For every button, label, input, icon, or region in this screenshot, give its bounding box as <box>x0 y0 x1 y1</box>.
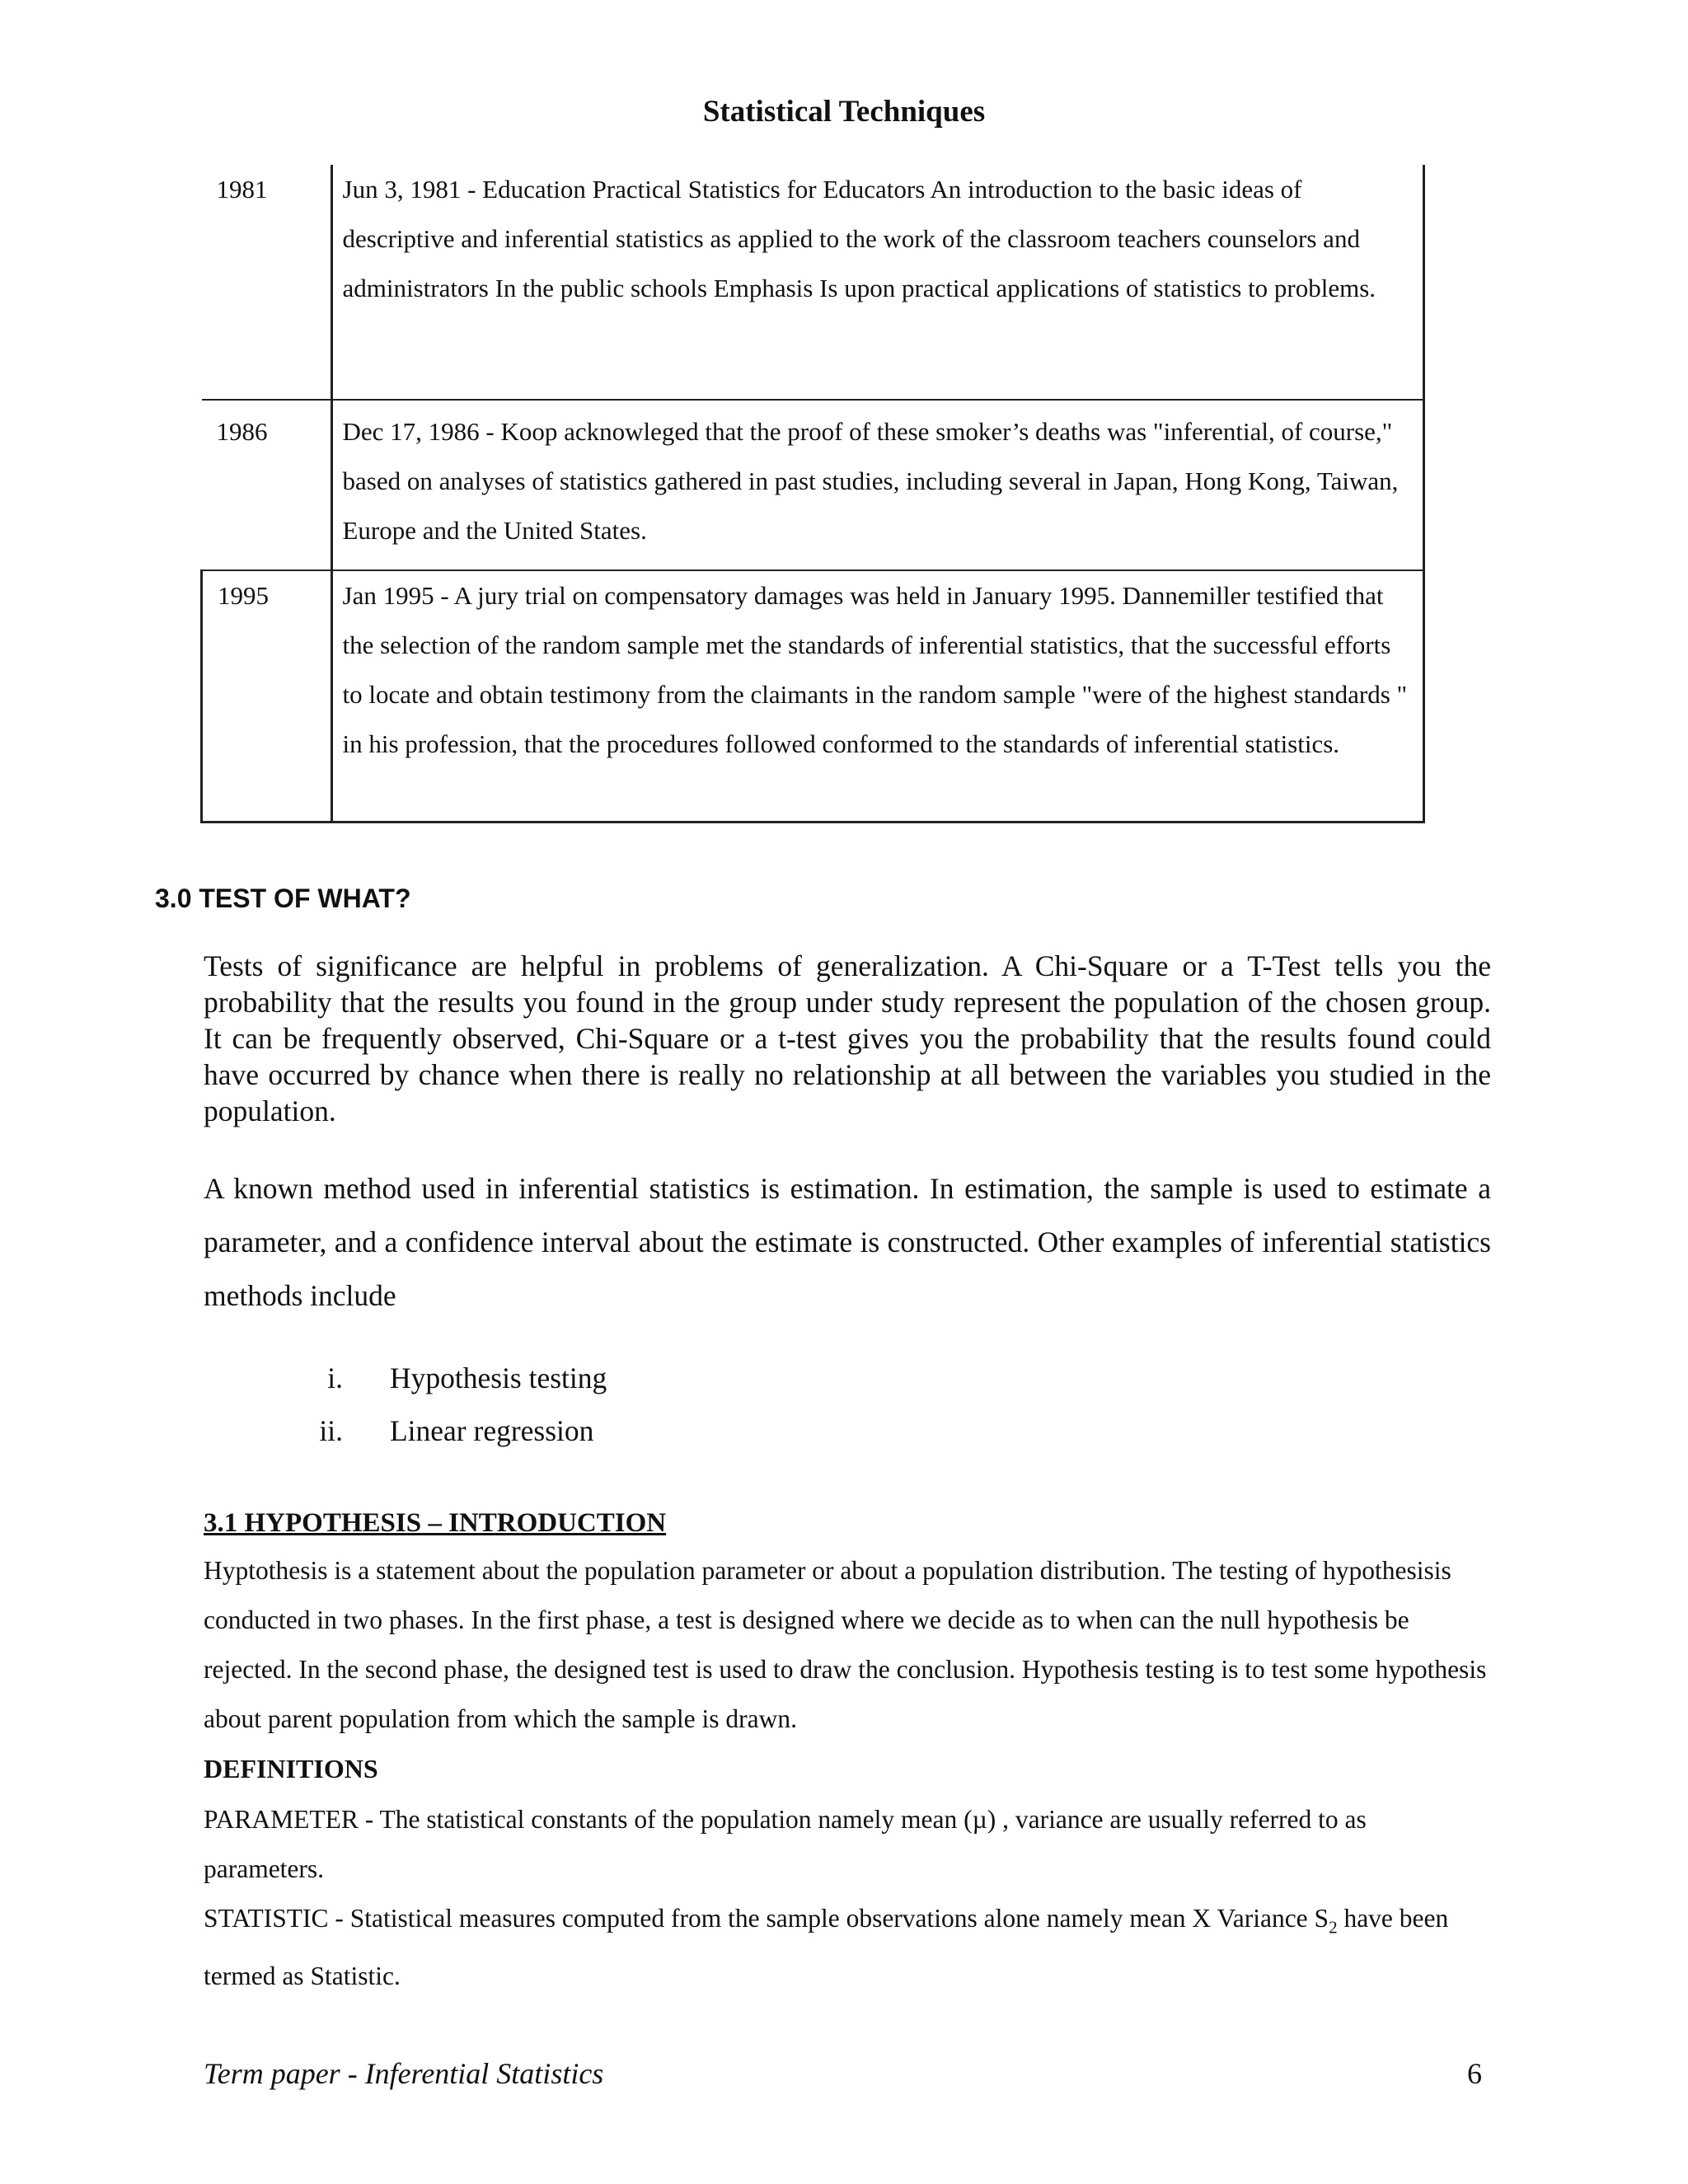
timeline-description: Dec 17, 1986 - Koop acknowleged that the proof of these smoker’s deaths was "inferential, of course," based on analyses of statistics gathered in past studies, including several in Japan, Hong Kong, Taiwan, Europe and the United States. <box>331 400 1424 570</box>
page-number: 6 <box>1467 2057 1482 2090</box>
definition-statistic-text: STATISTIC - Statistical measures computed from the sample observations alone namely mean X Variance S <box>204 1904 1329 1933</box>
table-row <box>202 165 1424 400</box>
list-item-number: ii. <box>319 1414 343 1447</box>
table-row <box>202 400 1424 570</box>
paragraph-tests-of-significance: Tests of significance are helpful in problems of generalization. A Chi-Square or a T-Test tells you the probability that the results you found in the group under study represent the population of the chosen group. It can be frequently observed, Chi-Square or a t-test gives you the probability that the results found could have occurred by chance when there is really no relationship at all between the variables you studied in the population. <box>204 949 1491 1127</box>
subscript-two: 2 <box>1329 1917 1338 1938</box>
timeline-description: Jan 1995 - A jury trial on compensatory damages was held in January 1995. Dannemiller testified that the selection of the random sample met the standards of inferential statistics, that the successful efforts to locate and obtain testimony from the claimants in the random sample "were of the highest standards " in his profession, that the procedures followed conformed to the standards of inferential statistics. <box>331 570 1424 823</box>
definitions-heading: DEFINITIONS <box>204 1754 378 1783</box>
list-item-text: Hypothesis testing <box>390 1361 607 1394</box>
timeline-year: 1995 <box>202 570 332 823</box>
timeline-year: 1986 <box>202 400 332 570</box>
timeline-table <box>200 165 1425 823</box>
definition-parameter: PARAMETER - The statistical constants of the population namely mean (µ) , variance are usually referred to as parameters. <box>204 1805 1367 1883</box>
methods-list <box>0 1358 1688 1464</box>
page-header-title: Statistical Techniques <box>702 95 986 129</box>
timeline-description: Jun 3, 1981 - Education Practical Statistics for Educators An introduction to the basic ideas of descriptive and inferential statistics as applied to the work of the classroom teachers counselors and administrators In the public schools Emphasis Is upon practical applications of statistics to problems. <box>331 165 1424 400</box>
list-item-text: Linear regression <box>390 1414 594 1447</box>
definition-statistic <box>204 1894 1489 2001</box>
paragraph-estimation: A known method used in inferential statistics is estimation. In estimation, the sample is used to estimate a parameter, and a confidence interval about the estimate is constructed. Other examples of inferential statistics methods include <box>204 1172 1491 1312</box>
section-heading-hypothesis-introduction: 3.1 HYPOTHESIS – INTRODUCTION <box>204 1508 667 1538</box>
footer-paper-title: Term paper - Inferential Statistics <box>204 2057 604 2090</box>
definition-statistic-text-end: have been termed as Statistic. <box>204 1904 1449 1991</box>
list-item-number: i. <box>327 1361 343 1394</box>
list-item <box>0 1411 1688 1464</box>
table-row <box>202 570 1424 823</box>
paragraph-hypothesis: Hyptothesis is a statement about the population parameter or about a population distribution. The testing of hypothesisis conducted in two phases. In the first phase, a test is designed where we decide as to when can the null hypothesis be rejected. In the second phase, the designed test is used to draw the conclusion. Hypothesis testing is to test some hypothesis about parent population from which the sample is drawn. <box>204 1556 1487 1733</box>
section-heading-test-of-what: 3.0 TEST OF WHAT? <box>155 883 411 913</box>
list-item <box>0 1358 1688 1411</box>
timeline-year: 1981 <box>216 175 268 204</box>
